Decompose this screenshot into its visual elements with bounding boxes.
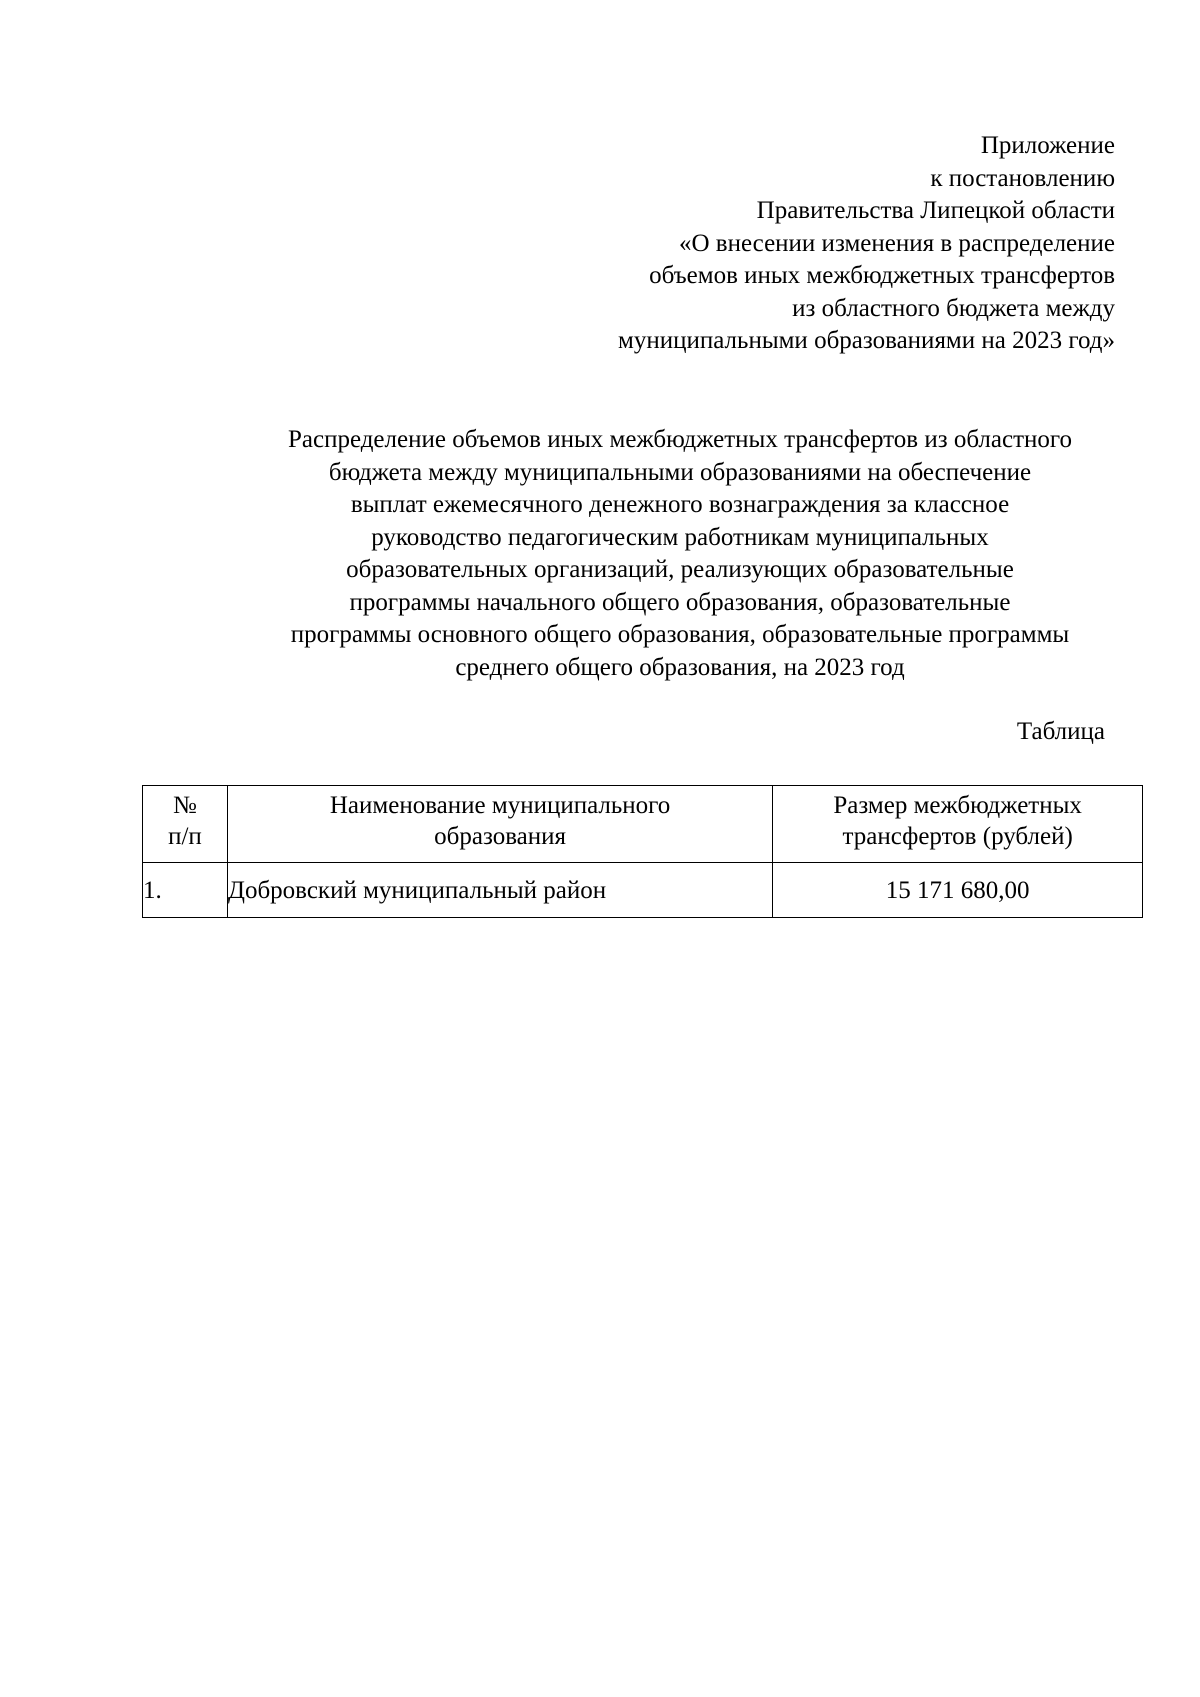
title-line: руководство педагогическим работникам муниципальных [371, 523, 989, 551]
row-num: 1. [143, 863, 228, 918]
title-line: образовательных организаций, реализующих образовательные [346, 556, 1014, 583]
header-num-line: № [173, 792, 197, 819]
title-line: программы начального общего образования, образовательные [349, 588, 1011, 616]
header-amount [773, 786, 1143, 863]
row-transfer-amount: 15 171 680,00 [773, 863, 1143, 918]
appendix-line: Приложение [980, 132, 1115, 159]
title-line: бюджета между муниципальными образованиями на обеспечение [328, 458, 1032, 486]
document-title [230, 424, 1130, 684]
table-label: Таблица [1016, 718, 1105, 745]
header-amount-line: трансфертов (рублей) [842, 823, 1073, 850]
table-header-row [143, 786, 1143, 863]
header-num [143, 786, 228, 863]
appendix-line: к постановлению [930, 164, 1115, 192]
transfers-table [142, 785, 1143, 918]
appendix-line: «О внесении изменения в распределение [678, 229, 1115, 257]
title-line: программы основного общего образования, образовательные программы [290, 621, 1070, 648]
header-name [227, 786, 772, 863]
appendix-line: объемов иных межбюджетных трансфертов [649, 262, 1115, 289]
header-num-line: п/п [168, 823, 202, 850]
header-name-line: Наименование муниципального [329, 792, 671, 819]
appendix-header [415, 130, 1115, 358]
title-line: среднего общего образования, на 2023 год [455, 653, 905, 681]
appendix-line: Правительства Липецкой области [756, 197, 1115, 224]
appendix-line: из областного бюджета между [792, 294, 1115, 322]
row-municipality-name: Добровский муниципальный район [227, 863, 772, 918]
appendix-line: муниципальными образованиями на 2023 год» [618, 327, 1115, 354]
title-line: Распределение объемов иных межбюджетных трансфертов из областного [287, 426, 1073, 453]
header-amount-line: Размер межбюджетных [833, 792, 1082, 819]
header-name-line: образования [434, 823, 567, 850]
table-row [143, 863, 1143, 918]
title-line: выплат ежемесячного денежного вознаграждения за классное [350, 491, 1010, 518]
